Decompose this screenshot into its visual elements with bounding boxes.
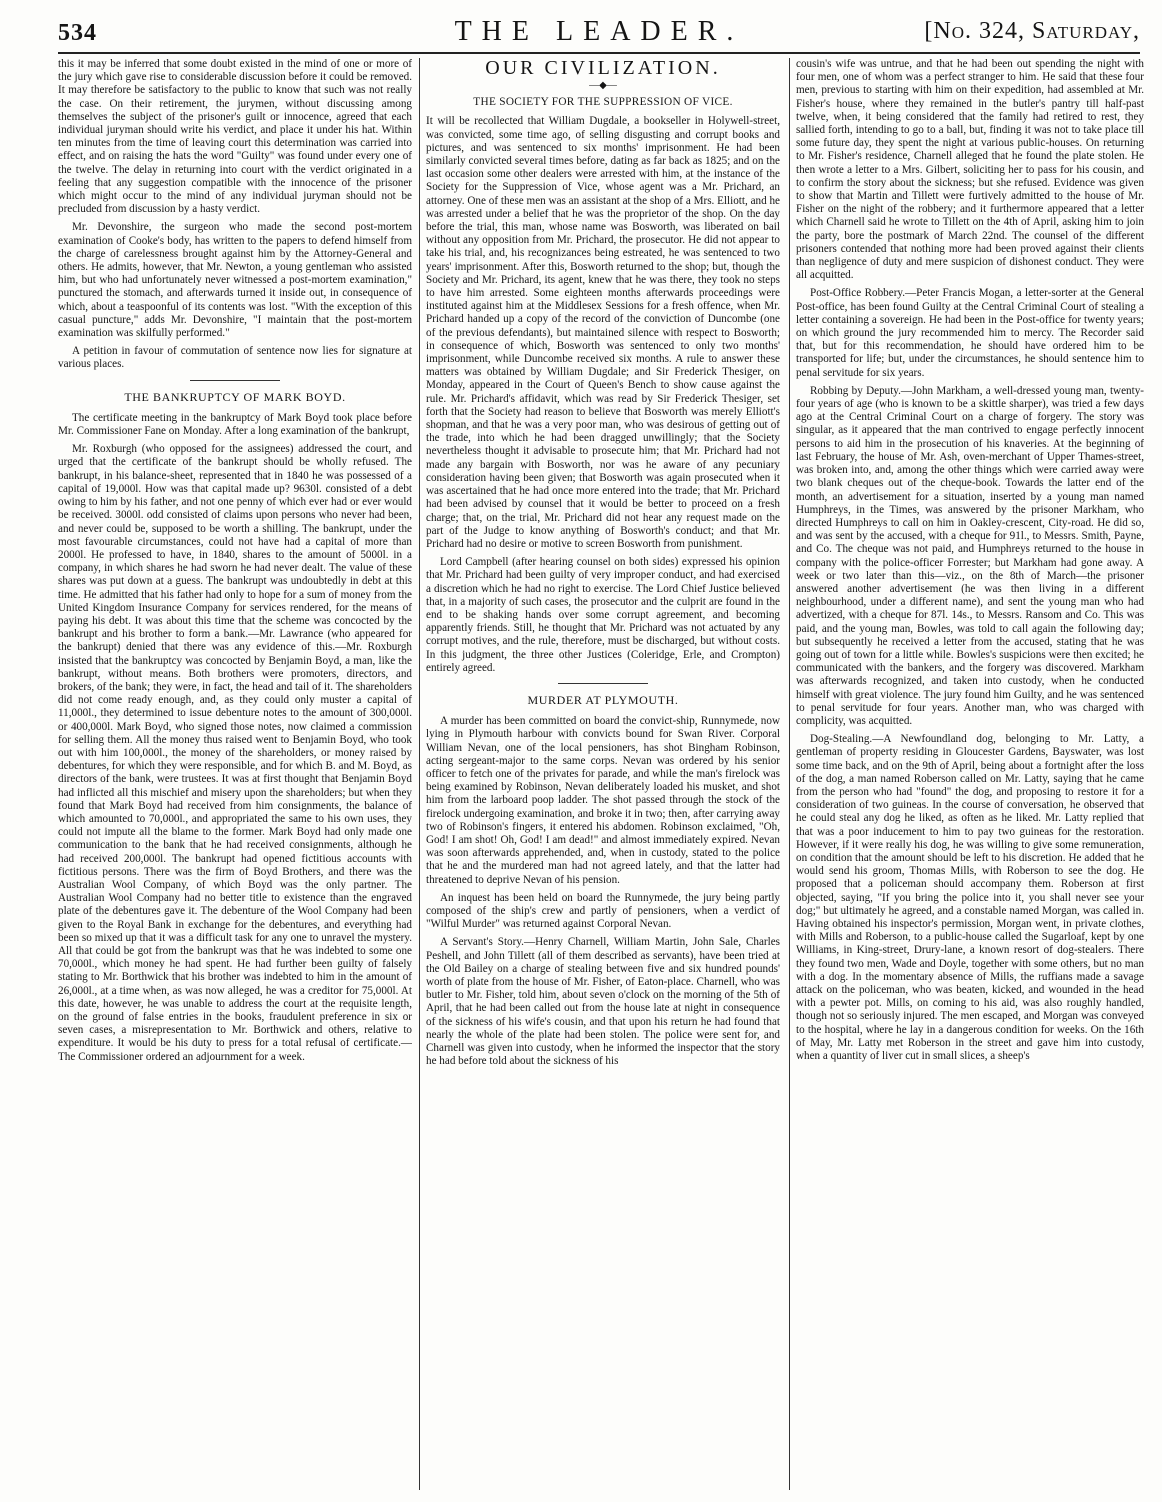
heading-murder-at-plymouth: MURDER AT PLYMOUTH. <box>527 692 679 707</box>
issue-info: [No. 324, Saturday, <box>924 18 1140 44</box>
article-paragraph: this it may be inferred that some doubt existed in the mind of one or more of the jury which gave rise to considerable discussion before it could be removed. It may therefore be satisfactory to the public to know that such was not really the case. On their retirement, the jurymen, without discussing among themselves the subject of the prisoner's guilt or innocence, agreed that each individual juryman should write his verdict, and place it under his hat. Within ten minutes from the time of leaving court this determination was carried into effect, and on raising the hats the word "Guilty" was found under every one of the twelve. The delay in returning into court with the verdict originated in a feeling that any suggestion compatible with the innocence of the prisoner which might occur to the mind of any individual juryman should not be precluded from discussion by a hasty verdict. <box>58 58 412 216</box>
article-paragraph: A murder has been committed on board the convict-ship, Runnymede, now lying in Plymouth harbour with convicts bound for Swan River. Corporal William Nevan, one of the local pensioners, has shot Bingham Robinson, acting sergeant-major to the same corps. Nevan was ordered by his senior officer to fetch one of the privates for parade, and while the man's firelock was being examined by Robinson, Nevan deliberately loaded his musket, and shot him from the larboard poop ladder. The shot passed through the stock of the firelock undergoing examination, and broke it in two; then, after carrying away two of Robinson's fingers, it entered his abdomen. Robinson exclaimed, "Oh, God! I am shot! Oh, God! I am dead!" and almost immediately expired. Nevan was soon afterwards apprehended, and, when in custody, stated to the police that he and the murdered man had not agreed lately, and that the latter had threatened to deprive Nevan of his pension. <box>426 715 780 886</box>
article-paragraph: Dog-Stealing.—A Newfoundland dog, belonging to Mr. Latty, a gentleman of property residing in Gloucester Gardens, Bayswater, was lost some time back, and on the 9th of April, being about a fortnight after the loss of the dog, a man named Roberson called on Mr. Latty, saying that he came from the person who had "found" the dog, and proposing to restore it for a consideration of two guineas. In the course of conversation, he observed that he could steal any dog he liked, as often as he liked. Mr. Latty replied that that was a poor inducement to him to pay two guineas for the restoration. However, if it were really his dog, he was willing to give some remuneration, on condition that the amount should be left to his discretion. He added that he would send his groom, Thomas Mills, with Roberson to see the dog. He proposed that a policeman should accompany them. Roberson at first objected, saying, "If you bring the police into it, you shall never see your dog;" but ultimately he agreed, and a constable named Morgan, was called in. Having obtained his inspector's permission, Morgan went, in private clothes, with Mills and Roberson, to a public-house called the Sugarloaf, kept by one Williams, in King-street, Drury-lane, a known resort of dog-stealers. There they found two men, Wade and Doyle, together with some others, but no man with a dog. In the momentary absence of Mills, the ruffians made a savage attack on the policeman, who was beaten, kicked, and wounded in the head with a pewter pot. Mills, on coming to his aid, was also roughly handled, though not so seriously injured. The men escaped, and Morgan was conveyed to the hospital, where he lay in a dangerous condition for weeks. On the 16th of May, Mr. Latty met Roberson in the street and gave him into custody, when a quantity of liver cut in small slices, a sheep's <box>796 733 1144 1063</box>
page-number: 534 <box>58 20 97 46</box>
article-paragraph: A Servant's Story.—Henry Charnell, William Martin, John Sale, Charles Peshell, and John Tillett (all of them described as servants), have been tried at the Old Bailey on a charge of stealing between five and six hundred pounds' worth of plate from the house of Mr. Fisher, of Eaton-place. Charnell, who was butler to Mr. Fisher, told him, about seven o'clock on the morning of the 5th of April, that he had been called out from the house late at night in consequence of the sickness of his wife's cousin, and that upon his return he had found that nearly the whole of the plate had been stolen. The police were sent for, and Charnell was given into custody, when he informed the inspector that the story he had before told about the sickness of his <box>426 936 780 1068</box>
article-paragraph: Post-Office Robbery.—Peter Francis Mogan, a letter-sorter at the General Post-office, has been found Guilty at the Central Criminal Court of stealing a letter containing a sovereign. He had been in the Post-office for twenty years; on which ground the jury recommended him to mercy. The Recorder said that, but for this recommendation, he should have ordered him to be transported for life; but, under the circumstances, he should sentence him to penal servitude for six years. <box>796 287 1144 379</box>
column-divider <box>419 58 420 1490</box>
article-paragraph: Mr. Roxburgh (who opposed for the assignees) addressed the court, and urged that the certificate of the bankrupt should be wholly refused. The bankrupt, in his balance-sheet, represented that in 1840 he was possessed of a capital of 19,000l. How was that capital made up? 9630l. consisted of a debt owing to him by his father, and not one penny of which ever had or ever would be received. 3000l. odd consisted of claims upon persons who never had been, and never could be, supposed to be worth a shilling. The bankrupt, under the most favourable circumstances, could not have had a capital of more than 2000l. He professed to have, in 1840, shares to the amount of 5000l. in a company, in which shares he had sworn he had never dealt. The value of these shares was put down at a guess. The bankrupt was undoubtedly in debt at this time. He admitted that his father had only to hope for a sum of money from the United Kingdom Insurance Company for services rendered, for the means of paying his debt. It was about this time that the scheme was concocted by the bankrupt and his brother to form a bank.—Mr. Lawrance (who appeared for the bankrupt) denied that there was any evidence of this.—Mr. Roxburgh insisted that the bankruptcy was concocted by Benjamin Boyd, a man, like the bankrupt, without means. Both brothers were promoters, directors, and brokers, of the bank; they were, in fact, the head and tail of it. The shareholders did not come ready enough, and, as they could only muster a capital of 11,000l., they determined to issue debenture notes to the amount of 300,000l. or 400,000l. Mark Boyd, who signed those notes, now claimed a commission for selling them. All the money thus raised went to Benjamin Boyd, who took out with him 100,000l., the money of the shareholders, or money raised by debentures, for which they were responsible, and for which B. and M. Boyd, as directors of the bank, were trustees. It was at first thought that Benjamin Boyd had inflicted all this mischief and misery upon the shareholders; but when they found that Mark Boyd had received from him consignments, the balance of which amounted to 70,000l., and appropriated the same to his own uses, they could not impute all the blame to the former. Mark Boyd had only made one communication to the bank that he had received consignments, although he had received 200,000l. The bankrupt had opened fictitious accounts with fictitious persons. There was the firm of Boyd Brothers, and there was the Australian Wool Company, of which Boyd was the only partner. The Australian Wool Company had no better title to existence than the engraved plate of the debentures gave it. The debenture of the Wool Company had been given to the Royal Bank in exchange for the debentures, and everything had been so mixed up that it was a difficult task for any one to unravel the mystery. All that could be got from the bankrupt was that he was indebted to some one 70,000l., which money he had spent. He had further been guilty of falsely stating to Mr. Borthwick that his brother was indebted to him in the amount of 26,000l., at a time when, as was now alleged, he was a creditor for 75,000l. At this date, however, he was unable to address the court at the requisite length, on the ground of false entries in the books, fraudulent preference in six or seven cases, a misrepresentation to Mr. Borthwick and others, relative to expenditure. It would be his duty to press for a total refusal of certificate.—The Commissioner ordered an adjournment for a week. <box>58 443 412 1063</box>
column-2 <box>426 58 780 1496</box>
section-divider <box>190 380 280 381</box>
article-paragraph: Mr. Devonshire, the surgeon who made the second post-mortem examination of Cooke's body, has written to the papers to defend himself from the charge of carelessness brought against him by the Attorney-General and others. He admits, however, that Mr. Newton, a young gentleman who assisted him, but who had unfortunately never witnessed a post-mortem examination," punctured the stomach, and afterwards turned it inside out, in consequence of which, about a teaspoonful of its contents was lost. "With the exception of this casual puncture," adds Mr. Devonshire, "I maintain that the post-mortem examination was skilfully performed." <box>58 221 412 340</box>
article-paragraph: The certificate meeting in the bankruptcy of Mark Boyd took place before Mr. Commissioner Fane on Monday. After a long examination of the bankrupt, <box>58 411 412 438</box>
article-paragraph: A petition in favour of commutation of sentence now lies for signature at various places. <box>58 345 412 371</box>
heading-bankruptcy-mark-boyd: THE BANKRUPTCY OF MARK BOYD. <box>124 389 346 404</box>
article-paragraph: cousin's wife was untrue, and that he had been out spending the night with four men, one of whom was a perfect stranger to him. He said that these four men, previous to starting with him on their expedition, had assembled at Mr. Fisher's house, where they remained in the butler's pantry till half-past twelve, when, it being considered that the family had retired to rest, they sallied forth, intending to go to a ball, but, finding it was not to take place till some future day, they spent the night at various public-houses. On returning to Mr. Fisher's residence, Charnell alleged that he found the plate stolen. He then wrote a letter to a Mrs. Gilbert, soliciting her to pass for his cousin, and to confirm the story about the sickness; but she refused. Evidence was given to show that Martin and Tillett were furtively admitted to the house of Mr. Fisher on the night of the robbery; and it furthermore appeared that a letter which Charnell said he wrote to Tillett on the 4th of April, asking him to join the party, bore the postmark of March 22nd. The counsel of the different prisoners contended that nothing more had been proved against their clients than negligence of duty and mere suspicion of dishonest conduct. They were all acquitted. <box>796 58 1144 282</box>
masthead-rule <box>58 52 1140 54</box>
ornament-divider: —◆— <box>589 80 617 92</box>
article-paragraph: Lord Campbell (after hearing counsel on both sides) expressed his opinion that Mr. Prichard had been guilty of very improper conduct, and had exercised a discretion which he had no right to exercise. The Lord Chief Justice believed that, in a majority of such cases, the prosecutor and the culprit are found in the end to be shaking hands over some corrupt agreement, and becoming apparently friends. Still, he thought that Mr. Prichard was not actuated by any corrupt motives, and the rule, therefore, must be discharged, but without costs. In this judgment, the three other Justices (Coleridge, Erle, and Crompton) entirely agreed. <box>426 556 780 674</box>
column-1 <box>58 58 412 1496</box>
column-divider <box>789 58 790 1490</box>
article-paragraph: Robbing by Deputy.—John Markham, a well-dressed young man, twenty-four years of age (who is known to be a skittle sharper), was tried a few days ago at the Central Criminal Court on a charge of forgery. The story was singular, as it appeared that the man contrived to engage perfectly innocent persons to aid him in the prosecution of his knaveries. At the beginning of last February, the house of Mr. Ash, oven-merchant of Upper Thames-street, was broken into, and, among the other things which were carried away were two blank cheques out of the cheque-book. Towards the latter end of the month, an advertisement for a situation, inserted by a young man named Humphreys, in the Times, was answered by the prisoner Markham, who directed Humphreys to call on him in Oakley-crescent, City-road. He did so, and was sent by the accused, with a cheque for 91l., to Messrs. Smith, Payne, and Co. The cheque was not paid, and Humphreys returned to the house in company with the police-officer Forrester; but Markham had gone away. A week or two later than this—viz., on the 8th of March—the prisoner answered another advertisement (he was then living in a different neighbourhood, under a different name), and sent the young man who had advertized, with a cheque for 87l. 14s., to Messrs. Ransom and Co. This was paid, and the young man, Bowles, was told to call again the following day; but subsequently he received a letter from the accused, stating that he was going out of town for a little while. Bowles's suspicions were then excited; he communicated with the bankers, and the forgery was discovered. Markham was afterwards recognized, and taken into custody, when he conducted himself with great violence. The jury found him Guilty, and he was sentenced to penal servitude for four years. Another man, who was charged with complicity, was acquitted. <box>796 384 1144 727</box>
article-paragraph: An inquest has been held on board the Runnymede, the jury being partly composed of the ship's crew and partly of pensioners, when a verdict of "Wilful Murder" was returned against Corporal Nevan. <box>426 891 780 931</box>
masthead <box>58 14 1140 52</box>
section-divider <box>558 683 648 684</box>
subheading-society-suppression-vice: THE SOCIETY FOR THE SUPPRESSION OF VICE. <box>473 96 733 109</box>
newspaper-title: THE LEADER. <box>454 16 744 47</box>
column-3 <box>796 58 1144 1496</box>
heading-our-civilization: OUR CIVILIZATION. <box>485 58 721 79</box>
article-paragraph: It will be recollected that William Dugdale, a bookseller in Holywell-street, was convicted, some time ago, of selling disgusting and corrupt books and pictures, and was sentenced to six months' imprisonment. He had been similarly convicted several times before, dating as far back as 1825; and on the last occasion some other dealers were arrested with him, at the instance of the Society for the Suppression of Vice, whose agent was a Mr. Prichard, an attorney. One of these men was an assistant at the shop of a Mrs. Elliott, and he was arrested under a belief that he was the proprietor of the shop. On the day before the trial, this man, whose name was Bosworth, was liberated on bail without any opposition from Mr. Prichard, the prosecutor. He did not appear to take his trial, and, his recognizances being estreated, he was sentenced to two years' imprisonment. After this, Bosworth returned to the shop; but, though the Society and Mr. Prichard, its agent, knew that he was there, they took no steps to have him arrested. Some eighteen months afterwards proceedings were instituted against him at the Middlesex Sessions for a fresh offence, when Mr. Prichard handed up a copy of the record of the conviction of Duncombe (one of the previous defendants), but maintained silence with respect to Bosworth; in consequence of which, Bosworth was sentenced to only two months' imprisonment, while Duncombe received six months. A rule to answer these matters was obtained by William Dugdale; and Sir Frederick Thesiger, on Monday, appeared in the Court of Queen's Bench to show cause against the rule. Mr. Prichard's affidavit, which was read by Sir Frederick Thesiger, set forth that the Society had reason to believe that Bosworth was merely Elliott's shopman, and that he was a very poor man, who was desirous of getting out of the trade, into which he had been dragged unwillingly; that the Society nevertheless thought it advisable to prosecute him; that Mr. Prichard had not made any bargain with Bosworth, nor was he aware of any pecuniary consideration having been given; that Bosworth was again prosecuted when it was ascertained that he had once more entered into the trade; that Mr. Prichard had been advised by counsel that it would be better to proceed on a fresh charge; that, on the trial, Mr. Prichard did not hear any request made on the part of the Judge to know anything of Bosworth's conduct; and that Mr. Prichard had no desire or motive to screen Bosworth from punishment. <box>426 115 780 550</box>
